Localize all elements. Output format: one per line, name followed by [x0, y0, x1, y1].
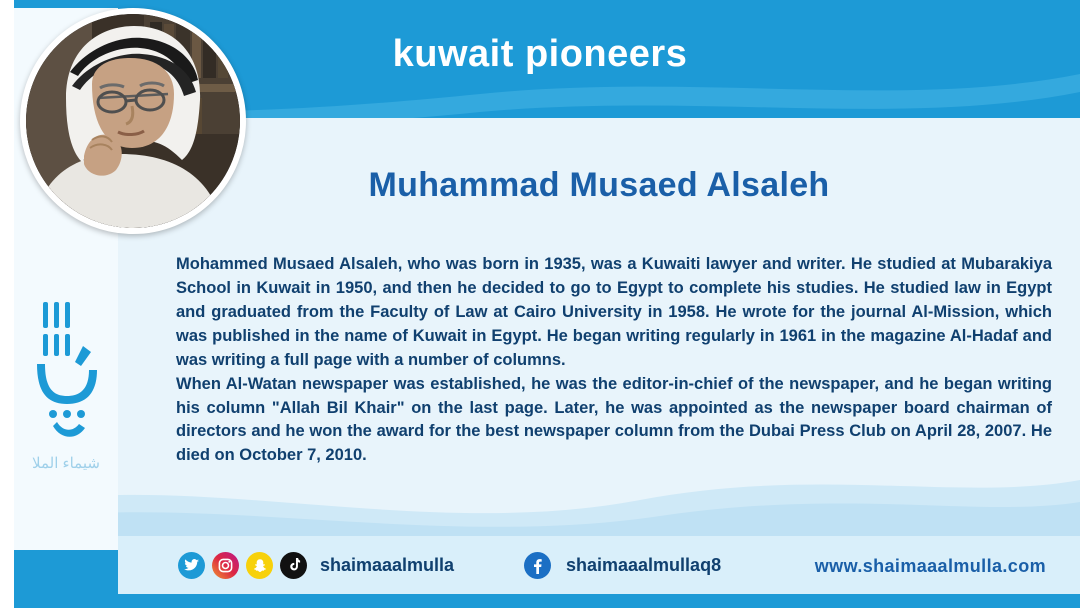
social-handles-group	[178, 552, 454, 579]
page-title: kuwait pioneers	[392, 33, 688, 75]
footer-accent-strip	[0, 594, 1080, 608]
facebook-glyph	[533, 558, 542, 574]
instagram-glyph	[218, 558, 233, 573]
biography-paragraph-2: When Al-Watan newspaper was established, he was the editor-in-chief of the newspaper, and he began writing his column "Allah Bil Khair" on the last page. Later, he was appointed as the newspaper board chairman of directors and he won the award for the best newspaper column from the Dubai Press Club on April 28, 2007. He died on October 7, 2010.	[176, 374, 1052, 465]
tiktok-icon[interactable]	[280, 552, 307, 579]
twitter-glyph	[184, 559, 199, 572]
brand-logo	[14, 300, 118, 472]
person-name: Muhammad Musaed Alsaleh	[368, 166, 830, 204]
biography-text	[176, 253, 1052, 468]
snapchat-icon[interactable]	[246, 552, 273, 579]
social-handle-label: shaimaaalmulla	[320, 555, 455, 575]
rail-accent-bottom	[14, 550, 118, 608]
main-content	[118, 118, 1080, 536]
facebook-icon[interactable]	[524, 552, 551, 579]
facebook-handle-group	[524, 552, 721, 579]
biography-paragraph-1: Mohammed Musaed Alsaleh, who was born in 1935, was a Kuwaiti lawyer and writer. He studied at Mubarakiya School in Kuwait in 1950, and then he decided to go to Egypt to complete his studies. He studied law in Egypt and graduated from the Faculty of Law at Cairo University in 1958. He wrote for the journal Al-Mission, which was published in the name of Kuwait in Egypt. He began writing regularly in 1961 in the magazine Al-Hadaf and was writing a full page with a number of columns.	[176, 255, 1052, 369]
portrait-image	[26, 14, 240, 228]
portrait-avatar	[20, 8, 246, 234]
facebook-handle-label: shaimaaalmullaq8	[566, 555, 722, 575]
brand-name-arabic: شيماء الملا	[32, 455, 100, 472]
instagram-icon[interactable]	[212, 552, 239, 579]
website-url[interactable]: www.shaimaaalmulla.com	[814, 556, 1046, 576]
snapchat-glyph	[252, 558, 268, 574]
twitter-icon[interactable]	[178, 552, 205, 579]
rail-accent-top	[14, 0, 118, 8]
footer-bar	[0, 536, 1080, 608]
calligraphy-logo-icon	[23, 300, 109, 450]
tiktok-glyph	[287, 558, 301, 573]
